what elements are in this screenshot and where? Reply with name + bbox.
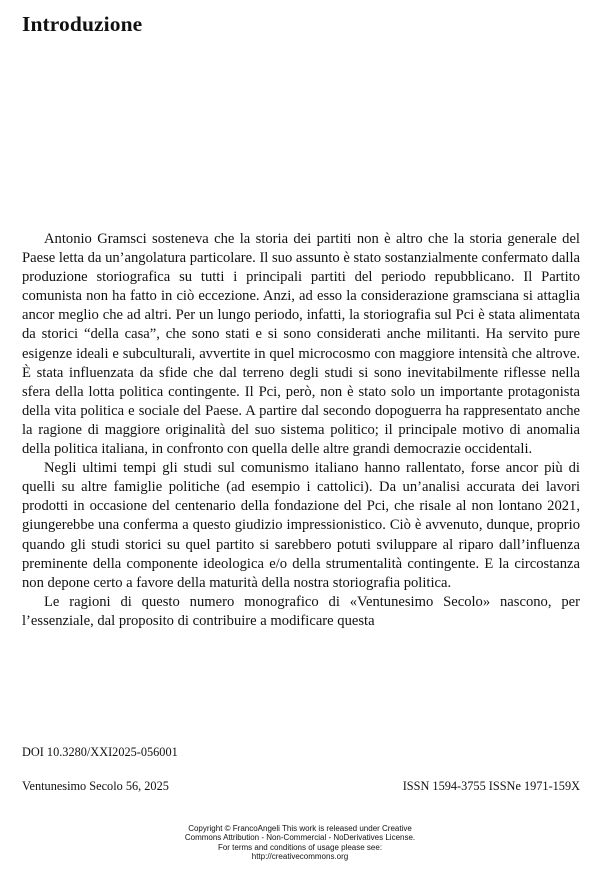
copyright-line: Copyright © FrancoAngeli This work is released under Creative [188,824,412,833]
paragraph: Negli ultimi tempi gli studi sul comunismo italiano hanno rallentato, forse ancor più di quelli su altre famiglie politiche (ad esempio i cattolici). Da un’analisi accurata dei lavori prodotti in occasione del centenario della fondazione del Pci, che risale al non lontano 2021, giungerebbe una conferma a questo giudizio impressionistico. Ciò è avvenuto, dunque, proprio quando gli studi storici su quel partito si sarebbero potuti sviluppare al riparo dall’influenza preminente della componente ideologica e/o della strumentalità contingente. E la circostanza non depone certo a favore della maturità della nostra storiografia politica. [22,460,580,591]
paragraph: Antonio Gramsci sosteneva che la storia dei partiti non è altro che la storia generale del Paese letta da un’angolatura particolare. Il suo assunto è stato sostanzialmente confermato dalla produzione storiografica su tutti i principali partiti del periodo repubblicano. Il Partito comunista non ha fatto in ciò eccezione. Anzi, ad esso la considerazione gramsciana si attaglia ancor meglio che ad altri. Per un lungo periodo, infatti, la storiografia sul Pci è stata alimentata da storici “della casa”, che sono stati e si sono considerati anche militanti. Ha servito pure esigenze ideali e subculturali, avvertite in quel microcosmo con maggiore intensità che altrove. È stata influenzata da sfide che dal terreno degli studi si sono inevitabilmente riflesse nella sfera della lotta politica contingente. Il Pci, però, non è stato solo un importante protagonista della vita politica e sociale del Paese. A partire dal secondo dopoguerra ha rappresentato anche la ragione di maggiore originalità del suo sistema politico; il principale motivo di anomalia della politica italiana, in confronto con quella delle altre grandi democrazie occidentali. [22,231,581,458]
copyright-line: For terms and conditions of usage please see: [217,842,383,852]
paragraph: Le ragioni di questo numero monografico di «Ventunesimo Secolo» nascono, per l’essenziale, dal proposito di contribuire a modificare questa [22,593,580,629]
copyright-link[interactable]: http://creativecommons.org [251,852,349,862]
body-text [22,230,580,631]
copyright-notice [0,824,600,862]
issn: ISSN 1594-3755 ISSNe 1971-159X [402,779,580,793]
journal-footer [22,779,580,794]
journal-issue: Ventunesimo Secolo 56, 2025 [22,779,169,793]
page-title: Introduzione [22,12,143,36]
doi: DOI 10.3280/XXI2025-056001 [22,745,178,759]
copyright-line: Commons Attribution - Non-Commercial - NoDerivatives License. [184,833,416,843]
